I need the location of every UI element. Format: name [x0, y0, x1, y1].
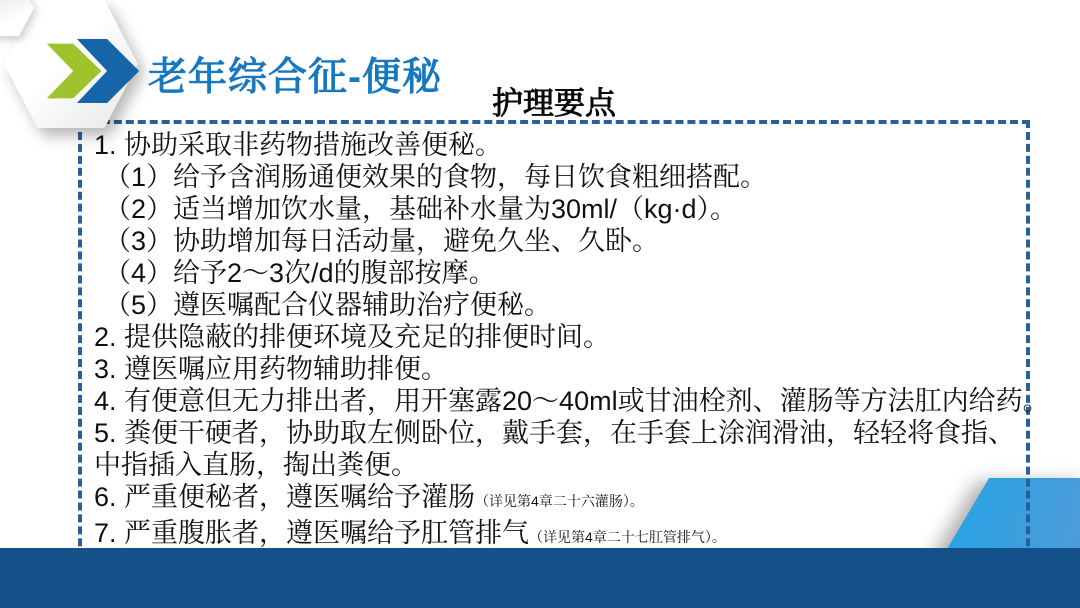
- line-text: （5）遵医嘱配合仪器辅助治疗便秘。: [104, 290, 552, 320]
- content-line: [94, 257, 1020, 289]
- content-line: [94, 161, 1020, 193]
- content-line: [94, 353, 1020, 385]
- content-line: [94, 225, 1020, 257]
- content-line: [94, 321, 1020, 353]
- line-note: （详见第4章二十六灌肠）。: [475, 493, 644, 509]
- line-text: 1. 协助采取非药物措施改善便秘。: [94, 130, 503, 160]
- content-line: [94, 193, 1020, 225]
- hexagon-shape: [0, 0, 34, 36]
- line-text: （1）给予含润肠通便效果的食物，每日饮食粗细搭配。: [104, 162, 768, 192]
- line-text: （4）给予2～3次/d的腹部按摩。: [104, 258, 496, 288]
- line-text: 3. 遵医嘱应用药物辅助排便。: [94, 354, 449, 384]
- line-text: 中指插入直肠，掏出粪便。: [94, 450, 418, 480]
- section-heading: 护理要点: [492, 86, 616, 121]
- line-text: 7. 严重腹胀者，遵医嘱给予肛管排气: [94, 518, 530, 548]
- content-line: [94, 129, 1020, 161]
- line-text: 6. 严重便秘者，遵医嘱给予灌肠: [94, 482, 476, 512]
- line-note: （详见第4章二十七肛管排气）。: [529, 529, 726, 545]
- line-text: 2. 提供隐蔽的排便环境及充足的排便时间。: [94, 322, 611, 352]
- content-line: [94, 417, 1020, 449]
- bottom-bar: [0, 548, 1080, 608]
- line-text: 4. 有便意但无力排出者，用开塞露20～40ml或甘油栓剂、灌肠等方法肛内给药。: [94, 386, 1050, 416]
- content-line: [94, 289, 1020, 321]
- line-text: （3）协助增加每日活动量，避免久坐、久卧。: [104, 226, 660, 256]
- line-text: （2）适当增加饮水量，基础补水量为30ml/（kg·d）。: [104, 194, 738, 224]
- slide-title: 老年综合征-便秘: [148, 56, 442, 99]
- content-box: [78, 120, 1050, 608]
- line-text: 5. 粪便干硬者，协助取左侧卧位，戴手套，在手套上涂润滑油，轻轻将食指、: [94, 418, 1016, 448]
- content-line: [94, 449, 1020, 481]
- content-line: [94, 385, 1050, 417]
- content-line: [94, 481, 1020, 517]
- hexagon-decoration-corner: [0, 0, 34, 36]
